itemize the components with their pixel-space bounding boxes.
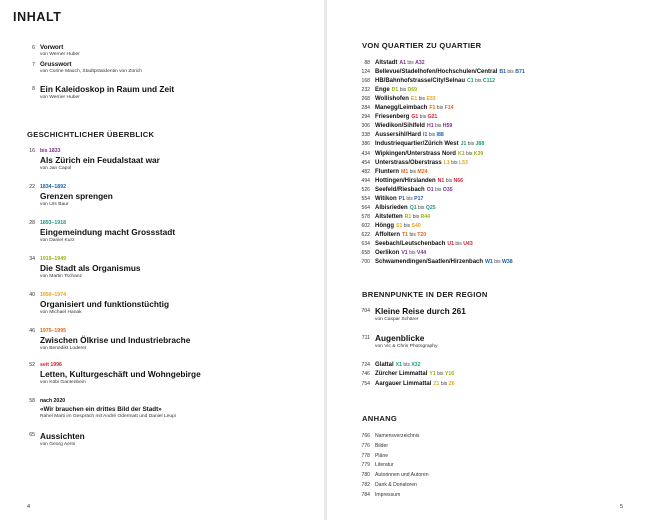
range-bis: bis [409, 168, 417, 175]
quartier-label: Wollishofen [375, 96, 409, 103]
anhang-row [327, 491, 647, 500]
page-title: INHALT [13, 10, 62, 24]
entry-author: von Urs Baur [40, 201, 69, 207]
range-bis: bis [399, 87, 407, 94]
code-start: K1 [457, 150, 465, 157]
quartier-label: Aussersihl/Hard [375, 132, 422, 139]
entry-page-number: 34 [29, 256, 35, 262]
code-start: J1 [460, 141, 467, 148]
code-end: O35 [442, 186, 453, 193]
anhang-row [327, 432, 647, 441]
entry-title: Als Zürich ein Feudalstaat war [40, 155, 160, 165]
entry-author: von Vic & Chris Photography [375, 343, 438, 349]
entry-title: Aussichten [40, 431, 85, 441]
quartier-row [327, 222, 647, 231]
entry-author: von Jan Capol [40, 165, 72, 171]
quartier-label: Enge [375, 87, 390, 94]
entry-author: Rahel Marti im Gespräch mit André Odermatt und Daniel Leupi [40, 414, 176, 419]
quartier-label: Manegg/Leimbach [375, 105, 428, 112]
quartier-label: Oerlikon [375, 250, 400, 257]
range-bis: bis [403, 222, 411, 229]
entry-title: Grusswort [40, 61, 72, 68]
quartier-name [375, 122, 452, 131]
quartier-row [327, 258, 647, 267]
quartier-row [327, 140, 647, 149]
code-end: D69 [407, 87, 418, 94]
era-label: 1893–1918 [40, 220, 66, 226]
era-label: 1834–1892 [40, 184, 66, 190]
code-end: Q25 [425, 204, 436, 211]
code-start: M1 [401, 168, 409, 175]
quartier-label: Industriequartier/Zürich West [375, 141, 459, 148]
code-start: F1 [429, 105, 436, 112]
entry-title: Letten, Kulturgeschäft und Wohngebirge [40, 369, 201, 379]
code-end: P17 [414, 195, 424, 202]
quartier-page-number: 634 [361, 241, 370, 247]
left-page [0, 0, 324, 520]
code-range [392, 87, 417, 93]
era-label: bis 1833 [40, 148, 61, 154]
era-label: seit 1996 [40, 362, 62, 368]
quartier-name [375, 195, 423, 204]
quartier-label: Schwamendingen/Saatlen/Hirzenbach [375, 259, 484, 266]
code-end: Y16 [444, 371, 455, 378]
code-range [429, 371, 454, 377]
entry-title: Eingemeindung macht Grossstadt [40, 227, 176, 237]
anhang-page-number: 780 [361, 472, 370, 479]
quartier-page-number: 386 [361, 141, 370, 148]
code-range [401, 169, 428, 175]
entry-title: Organisiert und funktionstüchtig [40, 299, 170, 309]
quartier-row [327, 213, 647, 222]
quartier-row [327, 240, 647, 249]
anhang-label: Impressum [375, 491, 401, 498]
code-end: S40 [411, 222, 421, 229]
anhang-row [327, 442, 647, 451]
range-bis: bis [409, 250, 416, 257]
quartier-page-number: 338 [361, 132, 370, 139]
entry-author: von Werner Huber [40, 94, 80, 100]
region-page-number: 724 [361, 362, 370, 368]
region-label: Glattal [375, 362, 394, 368]
anhang-label: Autorinnen und Autoren [375, 472, 429, 479]
entry-page-number: 52 [29, 362, 35, 368]
entry-author: von Köbi Gantenbein [40, 379, 86, 385]
anhang-page-number: 779 [361, 462, 370, 469]
quartier-label: Wipkingen/Unterstrass Nord [375, 150, 456, 157]
anhang-page-number: 782 [361, 482, 370, 488]
quartier-label: HB/Bahnhofstrasse/City/Selnau [375, 78, 466, 85]
code-end: B71 [515, 69, 525, 76]
code-start: C1 [467, 78, 474, 85]
code-start: E1 [410, 96, 418, 103]
quartier-name [375, 249, 426, 258]
anhang-row [327, 481, 647, 490]
quartier-row [327, 177, 647, 186]
range-bis: bis [494, 259, 501, 266]
code-range [427, 123, 452, 129]
quartier-name [375, 150, 483, 159]
anhang-label: Pläne [375, 452, 389, 459]
range-bis: bis [466, 150, 473, 157]
entry-author: von Benedikt Loderer [40, 345, 87, 351]
region-label: Aargauer Limmattal [375, 380, 432, 387]
region-page-number: 746 [361, 371, 370, 378]
quartier-page-number: 564 [361, 204, 370, 211]
code-end: I88 [436, 132, 444, 139]
code-range [447, 241, 472, 247]
quartier-page-number: 602 [361, 222, 370, 229]
region-row [327, 380, 647, 389]
code-end: E33 [426, 96, 436, 103]
code-start: S1 [396, 222, 403, 229]
entry-page-number: 16 [29, 148, 35, 154]
code-start: I1 [423, 132, 428, 139]
anhang-page-number: 766 [361, 433, 370, 439]
quartier-page-number: 554 [361, 195, 370, 202]
quartier-row [327, 168, 647, 177]
code-range [467, 78, 495, 84]
quartier-page-number: 294 [361, 114, 370, 121]
code-start: Y1 [429, 371, 436, 378]
code-end: K39 [473, 150, 484, 157]
range-bis: bis [435, 186, 442, 193]
page-number-right: 5 [619, 504, 623, 510]
code-range [458, 151, 483, 157]
quartier-row [327, 113, 647, 122]
entry-title: Augenblicke [375, 333, 425, 343]
quartier-row [327, 95, 647, 104]
entry-page-number: 704 [361, 308, 370, 314]
range-bis: bis [434, 123, 442, 130]
code-range [438, 178, 463, 184]
code-range [402, 232, 426, 238]
code-end: R44 [420, 213, 431, 220]
region-row [327, 361, 647, 370]
quartier-row [327, 195, 647, 204]
quartier-row [327, 86, 647, 95]
range-bis: bis [455, 241, 462, 247]
quartier-row [327, 104, 647, 113]
anhang-page-number: 776 [361, 442, 370, 449]
range-bis: bis [451, 159, 458, 166]
quartier-page-number: 700 [361, 259, 370, 266]
quartier-label: Altstetten [375, 213, 403, 220]
anhang-row [327, 452, 647, 461]
code-range [410, 205, 436, 211]
quartier-name [375, 204, 436, 213]
quartier-page-number: 232 [361, 87, 370, 94]
entry-author: von Michael Hanak [40, 309, 82, 315]
quartier-name [375, 168, 428, 177]
section-title-anhang: ANHANG [362, 414, 398, 423]
code-end: W38 [502, 259, 513, 266]
code-end: V44 [416, 250, 427, 257]
quartier-label: Friesenberg [375, 114, 410, 121]
code-range [429, 105, 453, 111]
quartier-name [375, 77, 495, 86]
entry-title: Vorwort [40, 44, 64, 51]
quartier-name [375, 59, 425, 68]
anhang-label: Literatur [375, 462, 394, 469]
code-start: T1 [402, 231, 409, 238]
quartier-name [375, 213, 430, 222]
code-end: F14 [444, 105, 454, 112]
entry-page-number: 58 [29, 398, 35, 404]
quartier-name [375, 240, 473, 249]
code-end: M24 [417, 168, 428, 175]
range-bis: bis [403, 362, 410, 368]
entry-title: Kleine Reise durch 261 [375, 306, 466, 316]
anhang-label: Namensverzeichnis [375, 433, 420, 439]
anhang-label: Dank & Donatoren [375, 482, 417, 488]
entry-author: von Daniel Kurz [40, 237, 75, 243]
quartier-page-number: 268 [361, 96, 370, 103]
quartier-row [327, 77, 647, 86]
entry-title: «Wir brauchen ein drittes Bild der Stadt» [40, 406, 162, 413]
quartier-page-number: 168 [361, 78, 370, 85]
entry-page-number: 7 [32, 61, 35, 68]
quartier-page-number: 88 [364, 60, 370, 66]
quartier-name [375, 68, 525, 77]
quartier-page-number: 482 [361, 168, 370, 175]
quartier-row [327, 204, 647, 213]
quartier-label: Fluntern [375, 168, 399, 175]
right-page [327, 0, 650, 520]
quartier-name [375, 140, 484, 149]
code-start: L1 [443, 159, 450, 166]
code-range [399, 60, 424, 66]
quartier-row [327, 68, 647, 77]
quartier-row [327, 231, 647, 240]
section-title-regions: BRENNPUNKTE IN DER REGION [362, 290, 488, 299]
quartier-page-number: 658 [361, 250, 370, 257]
entry-page-number: 46 [29, 328, 35, 334]
quartier-name [375, 95, 436, 104]
quartier-row [327, 159, 647, 168]
entry-page-number: 711 [361, 335, 370, 341]
quartier-name [375, 159, 468, 168]
code-start: Z1 [433, 380, 440, 387]
range-bis: bis [437, 371, 444, 378]
entry-page-number: 8 [32, 86, 35, 92]
anhang-label: Bilder [375, 442, 389, 449]
code-end: G21 [427, 114, 438, 121]
range-bis: bis [467, 141, 475, 148]
entry-page-number: 6 [32, 44, 35, 51]
quartier-page-number: 124 [361, 69, 370, 76]
quartier-page-number: 578 [361, 213, 370, 220]
code-end: J88 [475, 141, 485, 148]
quartier-label: Albisrieden [375, 204, 408, 211]
quartier-label: Affoltern [375, 231, 400, 238]
code-end: L53 [458, 159, 468, 166]
anhang-row [327, 471, 647, 480]
anhang-row [327, 461, 647, 470]
quartier-name [375, 222, 421, 231]
entry-title: Die Stadt als Organismus [40, 263, 141, 273]
anhang-page-number: 784 [361, 491, 370, 498]
quartier-name [375, 86, 417, 95]
code-start: H1 [426, 123, 434, 130]
entry-author: von Caspar Schärer [375, 316, 419, 322]
quartier-page-number: 526 [361, 186, 370, 193]
section-title-history: GESCHICHTLICHER ÜBERBLICK [27, 130, 155, 139]
code-range [444, 160, 468, 166]
range-bis: bis [436, 105, 444, 112]
code-start: U1 [447, 241, 454, 247]
quartier-label: Altstadt [375, 60, 398, 66]
entry-title: Zwischen Ölkrise und Industriebrache [40, 335, 191, 345]
region-name [375, 361, 420, 370]
entry-page-number: 28 [29, 220, 35, 226]
era-label: 1919–1949 [40, 256, 66, 262]
quartier-row [327, 59, 647, 68]
region-name [375, 370, 454, 379]
code-start: N1 [437, 177, 445, 184]
code-range [461, 141, 485, 147]
entry-author: von Martin Tschanz [40, 273, 83, 279]
code-start: O1 [426, 186, 434, 193]
range-bis: bis [419, 114, 427, 121]
quartier-label: Hottingen/Hirslanden [375, 177, 436, 184]
range-bis: bis [418, 204, 425, 211]
code-start: P1 [398, 195, 405, 202]
code-start: D1 [391, 87, 399, 94]
code-range [405, 214, 430, 220]
quartier-label: Seefeld/Riesbach [375, 186, 425, 193]
quartier-label: Bellevue/Stadelhofen/Hochschulen/Central [375, 69, 498, 76]
code-range [499, 69, 524, 75]
quartier-page-number: 306 [361, 123, 370, 130]
code-range [411, 96, 436, 102]
section-title-quartiers: VON QUARTIER ZU QUARTIER [362, 41, 482, 50]
code-end: X32 [411, 362, 421, 368]
range-bis: bis [407, 60, 414, 66]
entry-title: Ein Kaleidoskop in Raum und Zeit [40, 84, 175, 94]
region-name [375, 380, 455, 389]
code-range [399, 196, 424, 202]
range-bis: bis [507, 69, 514, 76]
code-end: C112 [482, 78, 495, 85]
range-bis: bis [475, 78, 482, 85]
quartier-row [327, 186, 647, 195]
entry-author: von Corine Mauch, Stadtpräsidentin von Zürich [40, 69, 142, 74]
code-end: H59 [442, 123, 453, 130]
code-start: W1 [485, 259, 493, 266]
era-label: nach 2020 [40, 398, 66, 404]
era-label: 1975–1995 [40, 328, 66, 334]
quartier-page-number: 494 [361, 177, 370, 184]
quartier-label: Unterstrass/Oberstrass [375, 159, 442, 166]
code-range [396, 362, 421, 368]
code-start: G1 [411, 114, 419, 121]
era-label: 1950–1974 [40, 292, 66, 298]
code-end: T20 [417, 231, 427, 238]
code-start: R1 [404, 213, 412, 220]
code-start: A1 [399, 60, 406, 66]
anhang-page-number: 778 [361, 452, 370, 459]
quartier-name [375, 177, 463, 186]
entry-author: von Georg Aerni [40, 441, 76, 447]
entry-page-number: 40 [29, 292, 35, 298]
region-label: Zürcher Limmattal [375, 371, 428, 378]
quartier-row [327, 122, 647, 131]
range-bis: bis [412, 213, 420, 220]
quartier-page-number: 454 [361, 159, 370, 166]
entry-title: Grenzen sprengen [40, 191, 113, 201]
code-end: N66 [453, 177, 464, 184]
quartier-page-number: 434 [361, 150, 370, 157]
quartier-name [375, 113, 437, 122]
code-start: X1 [395, 362, 403, 368]
code-end: U43 [463, 241, 473, 247]
code-range [427, 187, 453, 193]
code-range [411, 114, 437, 120]
code-start: B1 [499, 69, 507, 76]
quartier-name [375, 231, 426, 240]
code-range [396, 223, 421, 229]
range-bis: bis [409, 231, 416, 238]
code-range [485, 259, 513, 265]
range-bis: bis [418, 96, 426, 103]
quartier-label: Höngg [375, 222, 394, 229]
region-page-number: 754 [361, 380, 370, 387]
range-bis: bis [406, 195, 413, 202]
code-end: A32 [415, 60, 425, 66]
code-range [401, 250, 426, 256]
code-range [423, 132, 444, 138]
quartier-row [327, 131, 647, 140]
page-number-left: 4 [27, 504, 31, 510]
quartier-name [375, 186, 453, 195]
entry-page-number: 22 [29, 184, 35, 190]
quartier-label: Seebach/Leutschenbach [375, 241, 446, 247]
quartier-label: Wiedikon/Sihlfeld [375, 123, 425, 130]
code-end: Z6 [448, 380, 455, 387]
quartier-label: Witikon [375, 195, 397, 202]
code-range [433, 381, 454, 387]
code-start: V1 [401, 250, 408, 257]
region-row [327, 370, 647, 379]
range-bis: bis [428, 132, 436, 139]
entry-page-number: 65 [29, 432, 35, 438]
quartier-page-number: 284 [361, 105, 370, 112]
code-start: Q1 [409, 204, 417, 211]
quartier-row [327, 150, 647, 159]
quartier-row [327, 249, 647, 258]
quartier-name [375, 258, 513, 267]
range-bis: bis [440, 380, 448, 387]
quartier-name [375, 104, 454, 113]
entry-author: von Werner Huber [40, 52, 80, 57]
quartier-page-number: 622 [361, 231, 370, 238]
quartier-name [375, 131, 444, 140]
range-bis: bis [445, 177, 453, 184]
